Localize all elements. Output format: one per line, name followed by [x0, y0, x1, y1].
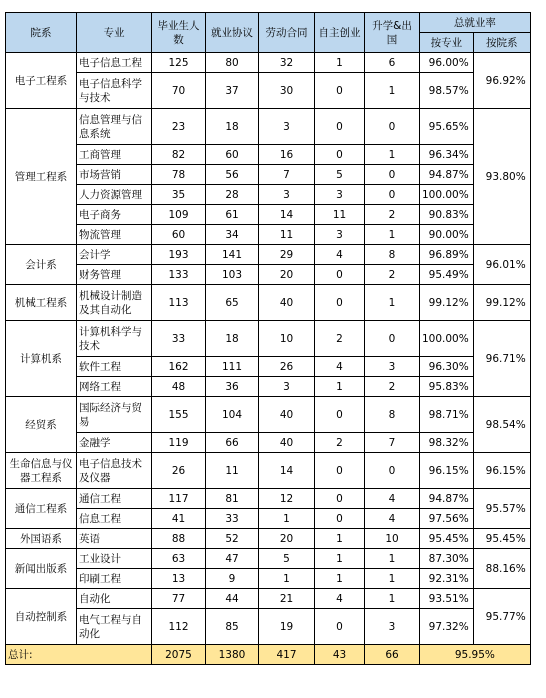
graduates-cell: 155 — [152, 397, 206, 433]
major-cell: 人力资源管理 — [77, 185, 152, 205]
graduates-cell: 63 — [152, 549, 206, 569]
major-rate-cell: 100.00% — [420, 321, 474, 357]
major-rate-cell: 90.00% — [420, 225, 474, 245]
table-row — [6, 453, 531, 489]
further-study-cell: 6 — [365, 53, 420, 73]
agreement-cell: 18 — [206, 321, 259, 357]
graduates-cell: 117 — [152, 489, 206, 509]
contract-cell: 7 — [259, 165, 315, 185]
self-employed-cell: 0 — [315, 609, 365, 645]
major-cell: 金融学 — [77, 433, 152, 453]
contract-cell: 40 — [259, 285, 315, 321]
self-employed-cell: 1 — [315, 529, 365, 549]
major-rate-cell: 87.30% — [420, 549, 474, 569]
graduates-cell: 77 — [152, 589, 206, 609]
contract-cell: 32 — [259, 53, 315, 73]
dept-cell: 外国语系 — [6, 529, 77, 549]
major-rate-cell: 98.32% — [420, 433, 474, 453]
self-employed-cell: 1 — [315, 377, 365, 397]
self-employed-cell: 1 — [315, 53, 365, 73]
agreement-cell: 56 — [206, 165, 259, 185]
major-rate-cell: 93.51% — [420, 589, 474, 609]
table-row — [6, 509, 531, 529]
graduates-cell: 60 — [152, 225, 206, 245]
dept-rate-cell: 96.01% — [473, 245, 530, 285]
graduates-cell: 33 — [152, 321, 206, 357]
dept-cell: 新闻出版系 — [6, 549, 77, 589]
further-study-cell: 1 — [365, 225, 420, 245]
major-cell: 电子信息技术及仪器 — [77, 453, 152, 489]
header-further-study: 升学&出国 — [365, 13, 420, 53]
major-cell: 财务管理 — [77, 265, 152, 285]
major-cell: 机械设计制造及其自动化 — [77, 285, 152, 321]
contract-cell: 5 — [259, 549, 315, 569]
table-row — [6, 205, 531, 225]
major-rate-cell: 100.00% — [420, 185, 474, 205]
self-employed-cell: 0 — [315, 453, 365, 489]
table-row — [6, 397, 531, 433]
major-cell: 软件工程 — [77, 357, 152, 377]
agreement-cell: 111 — [206, 357, 259, 377]
table-container — [5, 12, 531, 665]
contract-cell: 1 — [259, 569, 315, 589]
further-study-cell: 4 — [365, 489, 420, 509]
agreement-cell: 11 — [206, 453, 259, 489]
graduates-cell: 162 — [152, 357, 206, 377]
agreement-cell: 80 — [206, 53, 259, 73]
further-study-cell: 8 — [365, 397, 420, 433]
major-rate-cell: 96.30% — [420, 357, 474, 377]
major-rate-cell: 96.15% — [420, 453, 474, 489]
table-row — [6, 589, 531, 609]
major-cell: 国际经济与贸易 — [77, 397, 152, 433]
contract-cell: 3 — [259, 377, 315, 397]
further-study-cell: 3 — [365, 609, 420, 645]
major-cell: 市场营销 — [77, 165, 152, 185]
table-row — [6, 433, 531, 453]
agreement-cell: 65 — [206, 285, 259, 321]
major-rate-cell: 95.49% — [420, 265, 474, 285]
further-study-cell: 10 — [365, 529, 420, 549]
major-cell: 通信工程 — [77, 489, 152, 509]
dept-rate-cell: 88.16% — [473, 549, 530, 589]
self-employed-cell: 0 — [315, 73, 365, 109]
agreement-cell: 33 — [206, 509, 259, 529]
agreement-cell: 103 — [206, 265, 259, 285]
major-rate-cell: 97.32% — [420, 609, 474, 645]
contract-cell: 26 — [259, 357, 315, 377]
agreement-cell: 28 — [206, 185, 259, 205]
contract-cell: 11 — [259, 225, 315, 245]
major-cell: 信息工程 — [77, 509, 152, 529]
graduates-cell: 125 — [152, 53, 206, 73]
self-employed-cell: 4 — [315, 589, 365, 609]
header-major: 专业 — [77, 13, 152, 53]
self-employed-cell: 2 — [315, 433, 365, 453]
table-row — [6, 357, 531, 377]
self-employed-cell: 0 — [315, 285, 365, 321]
agreement-cell: 18 — [206, 109, 259, 145]
table-row — [6, 109, 531, 145]
self-employed-cell: 3 — [315, 185, 365, 205]
agreement-cell: 66 — [206, 433, 259, 453]
major-rate-cell: 97.56% — [420, 509, 474, 529]
header-contract: 劳动合同 — [259, 13, 315, 53]
contract-cell: 29 — [259, 245, 315, 265]
dept-rate-cell: 96.92% — [473, 53, 530, 109]
agreement-cell: 47 — [206, 549, 259, 569]
further-study-cell: 0 — [365, 185, 420, 205]
header-by-major: 按专业 — [420, 33, 474, 53]
self-employed-cell: 0 — [315, 145, 365, 165]
dept-rate-cell: 96.15% — [473, 453, 530, 489]
total-graduates: 2075 — [152, 645, 206, 665]
graduates-cell: 78 — [152, 165, 206, 185]
graduates-cell: 26 — [152, 453, 206, 489]
contract-cell: 10 — [259, 321, 315, 357]
table-row — [6, 185, 531, 205]
dept-cell: 通信工程系 — [6, 489, 77, 529]
dept-cell: 计算机系 — [6, 321, 77, 397]
further-study-cell: 2 — [365, 265, 420, 285]
self-employed-cell: 5 — [315, 165, 365, 185]
agreement-cell: 36 — [206, 377, 259, 397]
further-study-cell: 0 — [365, 109, 420, 145]
table-row — [6, 165, 531, 185]
dept-rate-cell: 95.77% — [473, 589, 530, 645]
self-employed-cell: 0 — [315, 489, 365, 509]
further-study-cell: 2 — [365, 377, 420, 397]
major-cell: 网络工程 — [77, 377, 152, 397]
header-dept: 院系 — [6, 13, 77, 53]
table-row — [6, 53, 531, 73]
major-rate-cell: 94.87% — [420, 165, 474, 185]
further-study-cell: 0 — [365, 321, 420, 357]
further-study-cell: 1 — [365, 569, 420, 589]
dept-rate-cell: 99.12% — [473, 285, 530, 321]
further-study-cell: 1 — [365, 589, 420, 609]
major-cell: 英语 — [77, 529, 152, 549]
graduates-cell: 119 — [152, 433, 206, 453]
table-row — [6, 265, 531, 285]
further-study-cell: 0 — [365, 453, 420, 489]
dept-cell: 生命信息与仪器工程系 — [6, 453, 77, 489]
self-employed-cell: 2 — [315, 321, 365, 357]
self-employed-cell: 0 — [315, 109, 365, 145]
agreement-cell: 34 — [206, 225, 259, 245]
further-study-cell: 2 — [365, 205, 420, 225]
contract-cell: 19 — [259, 609, 315, 645]
major-cell: 自动化 — [77, 589, 152, 609]
major-rate-cell: 96.00% — [420, 53, 474, 73]
self-employed-cell: 3 — [315, 225, 365, 245]
dept-cell: 机械工程系 — [6, 285, 77, 321]
agreement-cell: 141 — [206, 245, 259, 265]
table-row — [6, 529, 531, 549]
self-employed-cell: 4 — [315, 357, 365, 377]
contract-cell: 21 — [259, 589, 315, 609]
table-row — [6, 145, 531, 165]
header-total-rate: 总就业率 — [420, 13, 531, 33]
major-rate-cell: 98.57% — [420, 73, 474, 109]
total-contract: 417 — [259, 645, 315, 665]
table-row — [6, 285, 531, 321]
agreement-cell: 9 — [206, 569, 259, 589]
contract-cell: 40 — [259, 433, 315, 453]
contract-cell: 14 — [259, 205, 315, 225]
agreement-cell: 61 — [206, 205, 259, 225]
major-rate-cell: 90.83% — [420, 205, 474, 225]
contract-cell: 16 — [259, 145, 315, 165]
self-employed-cell: 1 — [315, 549, 365, 569]
major-rate-cell: 96.34% — [420, 145, 474, 165]
graduates-cell: 70 — [152, 73, 206, 109]
employment-table — [5, 12, 531, 665]
table-row — [6, 73, 531, 109]
dept-rate-cell: 93.80% — [473, 109, 530, 245]
major-rate-cell: 95.83% — [420, 377, 474, 397]
graduates-cell: 48 — [152, 377, 206, 397]
total-rate: 95.95% — [420, 645, 531, 665]
dept-rate-cell: 96.71% — [473, 321, 530, 397]
major-rate-cell: 96.89% — [420, 245, 474, 265]
contract-cell: 12 — [259, 489, 315, 509]
major-cell: 工业设计 — [77, 549, 152, 569]
major-rate-cell: 95.45% — [420, 529, 474, 549]
total-further-study: 66 — [365, 645, 420, 665]
graduates-cell: 88 — [152, 529, 206, 549]
table-row — [6, 549, 531, 569]
dept-rate-cell: 95.57% — [473, 489, 530, 529]
major-rate-cell: 95.65% — [420, 109, 474, 145]
major-cell: 电子信息工程 — [77, 53, 152, 73]
major-rate-cell: 92.31% — [420, 569, 474, 589]
agreement-cell: 52 — [206, 529, 259, 549]
agreement-cell: 85 — [206, 609, 259, 645]
agreement-cell: 81 — [206, 489, 259, 509]
self-employed-cell: 0 — [315, 397, 365, 433]
further-study-cell: 1 — [365, 73, 420, 109]
contract-cell: 3 — [259, 185, 315, 205]
contract-cell: 3 — [259, 109, 315, 145]
self-employed-cell: 0 — [315, 509, 365, 529]
major-cell: 印刷工程 — [77, 569, 152, 589]
further-study-cell: 4 — [365, 509, 420, 529]
further-study-cell: 3 — [365, 357, 420, 377]
total-agreement: 1380 — [206, 645, 259, 665]
dept-cell: 经贸系 — [6, 397, 77, 453]
graduates-cell: 13 — [152, 569, 206, 589]
further-study-cell: 1 — [365, 285, 420, 321]
agreement-cell: 60 — [206, 145, 259, 165]
total-label: 总计: — [6, 645, 152, 665]
table-row — [6, 489, 531, 509]
graduates-cell: 23 — [152, 109, 206, 145]
major-cell: 工商管理 — [77, 145, 152, 165]
dept-cell: 自动控制系 — [6, 589, 77, 645]
major-cell: 电子信息科学与技术 — [77, 73, 152, 109]
contract-cell: 30 — [259, 73, 315, 109]
contract-cell: 20 — [259, 265, 315, 285]
table-row — [6, 377, 531, 397]
self-employed-cell: 4 — [315, 245, 365, 265]
major-rate-cell: 94.87% — [420, 489, 474, 509]
header-by-dept: 按院系 — [473, 33, 530, 53]
major-cell: 物流管理 — [77, 225, 152, 245]
major-cell: 信息管理与信息系统 — [77, 109, 152, 145]
header-self-employed: 自主创业 — [315, 13, 365, 53]
table-row — [6, 225, 531, 245]
further-study-cell: 0 — [365, 165, 420, 185]
agreement-cell: 104 — [206, 397, 259, 433]
major-cell: 会计学 — [77, 245, 152, 265]
graduates-cell: 133 — [152, 265, 206, 285]
dept-rate-cell: 98.54% — [473, 397, 530, 453]
further-study-cell: 7 — [365, 433, 420, 453]
table-row — [6, 245, 531, 265]
major-cell: 电子商务 — [77, 205, 152, 225]
self-employed-cell: 11 — [315, 205, 365, 225]
further-study-cell: 1 — [365, 549, 420, 569]
total-self-employed: 43 — [315, 645, 365, 665]
further-study-cell: 8 — [365, 245, 420, 265]
dept-cell: 管理工程系 — [6, 109, 77, 245]
contract-cell: 14 — [259, 453, 315, 489]
further-study-cell: 1 — [365, 145, 420, 165]
graduates-cell: 41 — [152, 509, 206, 529]
self-employed-cell: 1 — [315, 569, 365, 589]
header-agreement: 就业协议 — [206, 13, 259, 53]
contract-cell: 40 — [259, 397, 315, 433]
graduates-cell: 82 — [152, 145, 206, 165]
table-row — [6, 569, 531, 589]
dept-cell: 电子工程系 — [6, 53, 77, 109]
major-cell: 电气工程与自动化 — [77, 609, 152, 645]
major-rate-cell: 99.12% — [420, 285, 474, 321]
header-graduates: 毕业生人数 — [152, 13, 206, 53]
major-cell: 计算机科学与技术 — [77, 321, 152, 357]
graduates-cell: 193 — [152, 245, 206, 265]
self-employed-cell: 0 — [315, 265, 365, 285]
agreement-cell: 44 — [206, 589, 259, 609]
graduates-cell: 35 — [152, 185, 206, 205]
graduates-cell: 112 — [152, 609, 206, 645]
major-rate-cell: 98.71% — [420, 397, 474, 433]
agreement-cell: 37 — [206, 73, 259, 109]
dept-cell: 会计系 — [6, 245, 77, 285]
graduates-cell: 113 — [152, 285, 206, 321]
table-row — [6, 321, 531, 357]
contract-cell: 20 — [259, 529, 315, 549]
table-row — [6, 609, 531, 645]
contract-cell: 1 — [259, 509, 315, 529]
graduates-cell: 109 — [152, 205, 206, 225]
dept-rate-cell: 95.45% — [473, 529, 530, 549]
